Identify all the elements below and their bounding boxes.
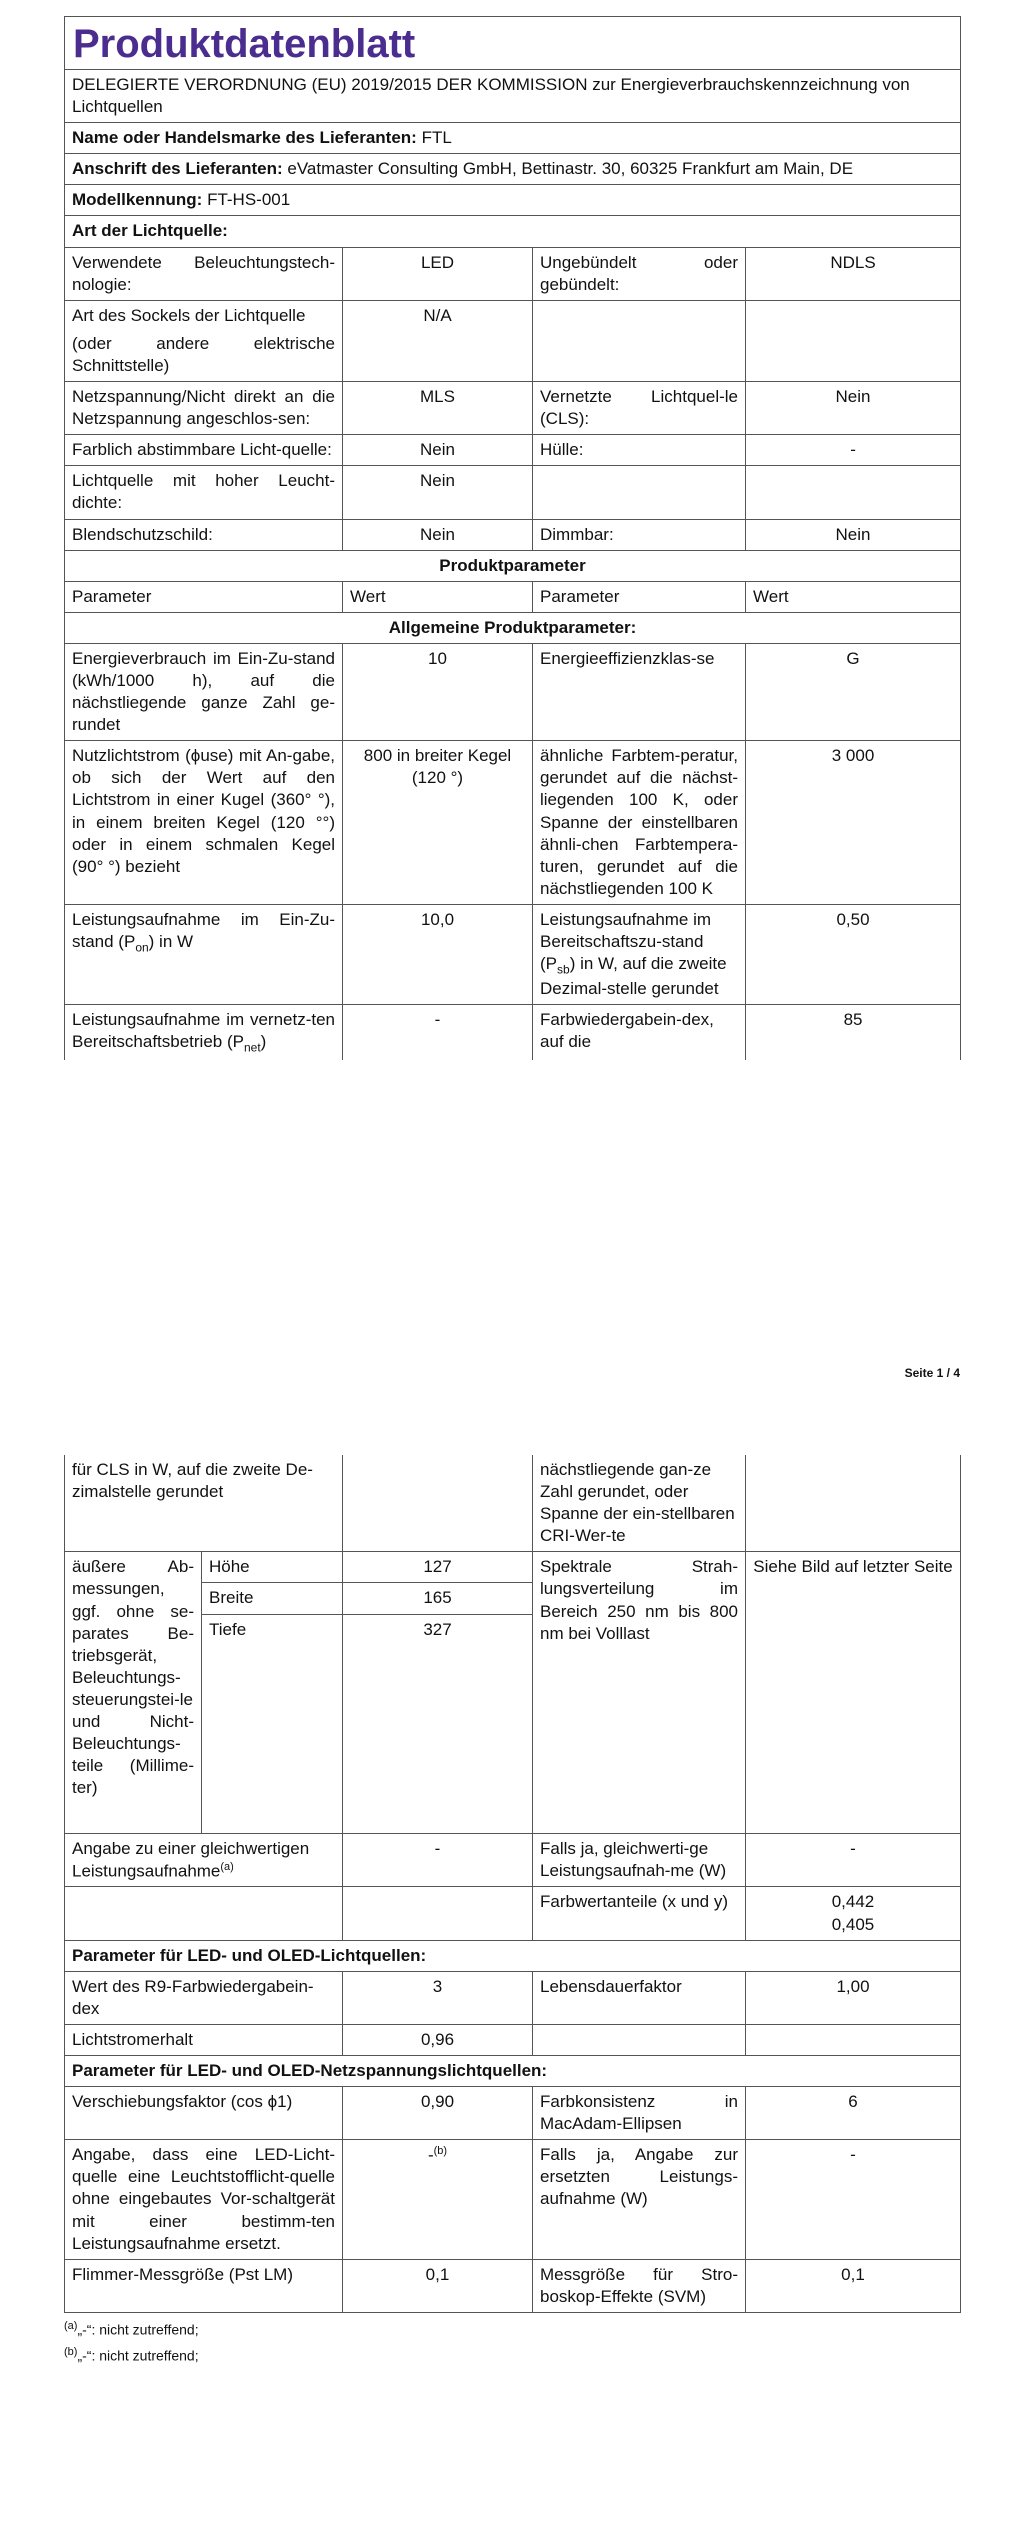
param-value: Nein [343,435,533,466]
flicker-label: Flimmer-Messgröße (Pst LM) [65,2259,343,2312]
dimensions-row [65,1552,961,1583]
energy-on-value: 10 [343,643,533,740]
footnote-b: $^{(b)}$„-“: nicht zutreffend; [64,2345,199,2364]
p-sb-label: Leistungsaufnahme im Bereitschaftszu-stand $(P_{sb})$ in W, auf die zweite Dezimal-stelle gerundet [533,904,746,1004]
param-value [746,300,961,381]
empty-cell [343,1887,533,1940]
column-header: Parameter [65,581,343,612]
empty-cell [746,2024,961,2055]
height-value: 127 [343,1552,533,1583]
p-sb-value: 0,50 [746,904,961,1004]
param-value: Nein [746,519,961,550]
param-value [746,466,961,519]
energy-class-value: G [746,643,961,740]
param-label: Netzspannung/Nicht direkt an die Netzspannung angeschlos-sen: [65,382,343,435]
spectral-label: Spektrale Strah-lungsverteilung im Bereich 250 nm bis 800 nm bei Volllast [533,1552,746,1833]
flux-value: 800 in breiter Kegel (120 °) [343,741,533,905]
page-1 [64,16,960,1380]
param-label: Verwendete Beleuchtungstech-nologie: [65,247,343,300]
color-consistency-value: 6 [746,2087,961,2140]
dimensions-label: äußere Ab-messungen, ggf. ohne se-parates Be-triebsgerät, Beleuchtungs-steuerungstei-le und Nicht-Beleuchtungs-teile (Millime-ter) [65,1552,202,1833]
table-row [65,435,961,466]
spectral-value: Siehe Bild auf letzter Seite [746,1552,961,1833]
height-label: Höhe [202,1552,343,1583]
p-net-label: Leistungsaufnahme im vernetz-ten Bereitschaftsbetrieb $(P_{net})$ [65,1005,343,1061]
supplier-name-value: FTL [421,128,452,148]
supplier-address-row [65,154,961,185]
flux-maint-label: Lichtstromerhalt [65,2024,343,2055]
table-row [65,643,961,740]
param-label [65,300,343,381]
page-title: Produktdatenblatt [65,17,961,70]
supplier-address-value: eVatmaster Consulting GmbH, Bettinastr. 30, 60325 Frankfurt am Main, DE [287,159,854,179]
param-label: Vernetzte Lichtquel-le (CLS): [533,382,746,435]
table-row [65,741,961,905]
r9-label: Wert des R9-Farbwiedergabein-dex [65,1971,343,2024]
param-value: LED [343,247,533,300]
p-on-label: Leistungsaufnahme im Ein-Zu-stand $(P_{on})$ in W [65,904,343,1004]
cct-value: 3 000 [746,741,961,905]
param-label: Farblich abstimmbare Licht-quelle: [65,435,343,466]
p-net-value: - [343,1005,533,1061]
page-2 [64,1455,960,2365]
table-row [65,1833,961,1887]
replace-fluor-value: -$^{(b)}$ [343,2140,533,2259]
footnote-a: $^{(a)}$„-“: nicht zutreffend; [64,2319,199,2338]
cct-label: ähnliche Farbtem-peratur, gerundet auf die nächst-liegenden 100 K, oder Spanne der einstellbaren ähnli-chen Farbtempera-turen, gerundet auf die nächstliegenden 100 K [533,741,746,905]
datasheet-table-page-2 [64,1455,961,2313]
equiv-power-value: - [746,1833,961,1887]
light-source-type-heading: Art der Lichtquelle: [65,216,961,247]
table-row [65,1005,961,1061]
param-value: N/A [343,300,533,381]
energy-on-label: Energieverbrauch im Ein-Zu-stand (kWh/1000 h), auf die nächstliegende ganze Zahl ge-rundet [65,643,343,740]
replaced-power-label: Falls ja, Angabe zur ersetzten Leistungs-aufnahme (W) [533,2140,746,2259]
p-net-label-cont: für CLS in W, auf die zweite De-zimalstelle gerundet [65,1455,343,1552]
color-consistency-label: Farbkonsistenz in MacAdam-Ellipsen [533,2087,746,2140]
width-value: 165 [343,1583,533,1614]
product-params-heading: Produktparameter [65,550,961,581]
equiv-label: Angabe zu einer gleichwertigen Leistungsaufnahme$^{(a)}$ [65,1833,343,1887]
table-row [65,466,961,519]
page-number: Seite 1 / 4 [904,1366,960,1380]
chroma-x: 0,442 [831,1892,875,1912]
stroboscopic-value: 0,1 [746,2259,961,2312]
param-value: NDLS [746,247,961,300]
general-params-heading: Allgemeine Produktparameter: [65,612,961,643]
table-row [65,300,961,381]
table-row [65,1455,961,1552]
model-id-row [65,185,961,216]
empty-cell [343,1455,533,1552]
equiv-value: - [343,1833,533,1887]
table-row [65,2024,961,2055]
chroma-label: Farbwertanteile (x und y) [533,1887,746,1940]
chroma-y: 0,405 [831,1914,875,1934]
lifetime-label: Lebensdauerfaktor [533,1971,746,2024]
table-row [65,1971,961,2024]
shift-label: Verschiebungsfaktor (cos ϕ1) [65,2087,343,2140]
regulation-text: DELEGIERTE VERORDNUNG (EU) 2019/2015 DER KOMMISSION zur Energieverbrauchskennzeichnung von Lichtquellen [65,70,961,123]
led-mains-params-heading: Parameter für LED- und OLED-Netzspannungslichtquellen: [65,2055,961,2086]
table-row [65,2140,961,2259]
param-label: Blendschutzschild: [65,519,343,550]
socket-label-note: (oder andere elektrische Schnittstelle) [72,333,335,375]
param-label [533,300,746,381]
param-label: Ungebündelt oder gebündelt: [533,247,746,300]
param-value: Nein [343,519,533,550]
column-header-row [65,581,961,612]
depth-value: 327 [343,1614,533,1833]
replaced-power-value: - [746,2140,961,2259]
table-row [65,2087,961,2140]
param-value: Nein [343,466,533,519]
socket-label: Art des Sockels der Lichtquelle [72,305,306,325]
param-value: MLS [343,382,533,435]
shift-value: 0,90 [343,2087,533,2140]
stroboscopic-label: Messgröße für Stro-boskop-Effekte (SVM) [533,2259,746,2312]
flux-label: Nutzlichtstrom (ϕuse) mit An-gabe, ob sich der Wert auf den Lichtstrom in einer Kugel (360° °), in einem breiten Kegel (120 °°) oder in einem schmalen Kegel (90° °) bezieht [65,741,343,905]
cri-label: Farbwiedergabein-dex, auf die [533,1005,746,1061]
table-row [65,382,961,435]
flux-maint-value: 0,96 [343,2024,533,2055]
r9-value: 3 [343,1971,533,2024]
param-value: Nein [746,382,961,435]
led-params-heading: Parameter für LED- und OLED-Lichtquellen: [65,1940,961,1971]
p-on-value: 10,0 [343,904,533,1004]
supplier-name-label: Name oder Handelsmarke des Lieferanten: [72,128,417,148]
equiv-power-label: Falls ja, gleichwerti-ge Leistungsaufnah-me (W) [533,1833,746,1887]
depth-label: Tiefe [202,1614,343,1833]
param-label: Dimmbar: [533,519,746,550]
table-row [65,1887,961,1940]
replace-fluor-label: Angabe, dass eine LED-Licht-quelle eine Leuchtstofflicht-quelle ohne eingebautes Vor-schaltgerät mit einer bestimm-ten Leistungsaufnahme ersetzt. [65,2140,343,2259]
param-label [533,466,746,519]
supplier-address-label: Anschrift des Lieferanten: [72,159,283,179]
column-header: Wert [746,581,961,612]
energy-class-label: Energieeffizienzklas-se [533,643,746,740]
cri-label-cont: nächstliegende gan-ze Zahl gerundet, oder Spanne der ein-stellbaren CRI-Wer-te [533,1455,746,1552]
table-row [65,519,961,550]
empty-cell [533,2024,746,2055]
flicker-value: 0,1 [343,2259,533,2312]
chroma-value [746,1887,961,1940]
model-id-label: Modellkennung: [72,190,203,210]
table-row [65,2259,961,2312]
supplier-name-row [65,123,961,154]
width-label: Breite [202,1583,343,1614]
datasheet-table-page-1 [64,16,961,1060]
column-header: Parameter [533,581,746,612]
param-label: Hülle: [533,435,746,466]
model-id-value: FT-HS-001 [207,190,291,210]
empty-cell [746,1455,961,1552]
param-label: Lichtquelle mit hoher Leucht-dichte: [65,466,343,519]
empty-cell [65,1887,343,1940]
param-value: - [746,435,961,466]
column-header: Wert [343,581,533,612]
cri-value: 85 [746,1005,961,1061]
table-row [65,247,961,300]
lifetime-value: 1,00 [746,1971,961,2024]
table-row [65,904,961,1004]
